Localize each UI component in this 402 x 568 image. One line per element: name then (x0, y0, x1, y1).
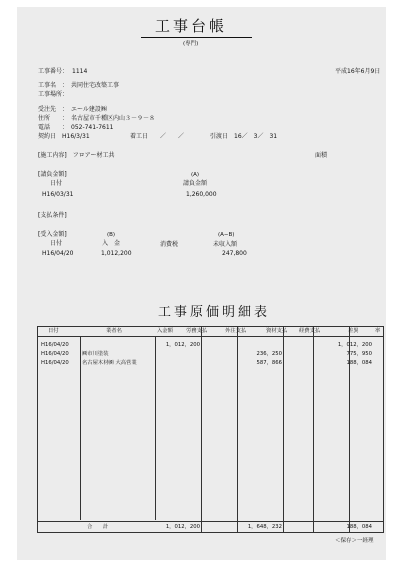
col-header-rate: 率 (375, 328, 381, 334)
work-no-value: 1114 (72, 68, 88, 75)
page-subtitle: (専門) (183, 41, 199, 47)
address-label: 住所 (38, 115, 51, 122)
col-header-expense: 経費支払 (299, 328, 321, 334)
col-header-date: 日付 (48, 328, 59, 334)
contract-amount-section: [請負金額] (38, 171, 67, 178)
total-income: 1，012，200 (165, 524, 200, 530)
row-1-income: 1，012，200 (165, 342, 200, 348)
row-3-outsource: 587，866 (256, 360, 282, 366)
row-3-diff: 188，084 (346, 360, 372, 366)
ledger-page (17, 7, 386, 560)
phone-label: 電話 (38, 124, 51, 131)
client-label: 受注先 (38, 106, 57, 113)
contract-a-mark: (A) (191, 172, 200, 178)
col-header-material: 資材支払 (266, 328, 288, 334)
work-no-label: 工事番号： (38, 68, 69, 75)
receipt-b-mark: (B) (107, 232, 116, 238)
col-divider (237, 327, 238, 532)
total-label: 合 計 (87, 524, 109, 530)
receipt-tax-header: 消費税 (160, 241, 179, 248)
contract-amount-header: 請負金額 (183, 180, 208, 187)
document-date: 平成16年6月9日 (335, 68, 381, 75)
receipt-section: [受入金額] (38, 231, 67, 238)
row-2-outsource: 236，250 (256, 351, 282, 357)
col-header-diff: 差異 (348, 328, 359, 334)
col-header-labor: 労務支払 (186, 328, 208, 334)
row-3-date: H16/04/20 (41, 360, 69, 366)
col-divider (80, 336, 81, 520)
payment-terms-section: [支払条件] (38, 212, 67, 219)
receipt-in-header: 入 金 (102, 240, 121, 247)
table-header-divider (38, 336, 383, 337)
col-divider (313, 327, 314, 532)
handover-date: 引渡日 16／ 3／ 31 (210, 133, 278, 140)
receipt-ab-mark: (A−B) (218, 232, 235, 238)
area-label: 面積 (315, 152, 328, 159)
col-divider (349, 327, 350, 532)
footer-note: ＜保存＞一経理 (335, 538, 374, 544)
receipt-date-value: H16/04/20 (42, 250, 74, 257)
cost-table-title: 工事原価明細表 (158, 305, 271, 320)
cost-table (37, 326, 384, 533)
row-3-vendor: 名古屋木材㈱ 大高営業 (82, 360, 137, 366)
receipt-remain-value: 247,800 (222, 250, 247, 257)
total-outsource: 1，648，232 (247, 524, 282, 530)
page-title: 工事台帳 (155, 17, 228, 35)
col-header-income: 入金額 (157, 328, 173, 334)
col-divider (283, 327, 284, 532)
row-2-date: H16/04/20 (41, 351, 69, 357)
col-header-outsource: 外注支払 (225, 328, 247, 334)
title-underline (141, 37, 252, 38)
work-place-value: ： (62, 91, 69, 98)
work-place-label: 工事場所 (38, 91, 63, 98)
contract-date: 契約日 H16/3/31 (38, 133, 90, 140)
col-divider (155, 336, 156, 520)
receipt-in-value: 1,012,200 (101, 250, 132, 257)
work-name-label: 工事名 (38, 82, 57, 89)
col-divider (201, 327, 202, 532)
row-2-diff: 775，950 (346, 351, 372, 357)
total-diff: 188，084 (346, 524, 372, 530)
table-total-divider (38, 521, 383, 522)
contract-date-header: 日付 (50, 180, 63, 187)
phone-value: ： 052-741-7611 (62, 124, 114, 131)
construction-content: [施工内容] フロアー材工共 (38, 152, 115, 159)
start-date: 着工日 ／ ／ (130, 133, 185, 140)
address-value: ： 名古屋市千種区内山３－９－８ (62, 115, 156, 122)
client-value: ： エール建設㈱ (62, 106, 107, 113)
contract-date-value: H16/03/31 (42, 191, 74, 198)
receipt-remain-header: 未収入額 (213, 241, 238, 248)
receipt-date-header: 日付 (50, 240, 63, 247)
row-1-date: H16/04/20 (41, 342, 69, 348)
contract-amount-value: 1,260,000 (186, 191, 217, 198)
row-1-diff: 1，012，200 (337, 342, 372, 348)
row-2-vendor: ㈱市川塗装 (82, 351, 109, 357)
work-name-value: ： 共同住宅改築工事 (62, 82, 120, 89)
col-header-vendor: 業者名 (106, 328, 122, 334)
